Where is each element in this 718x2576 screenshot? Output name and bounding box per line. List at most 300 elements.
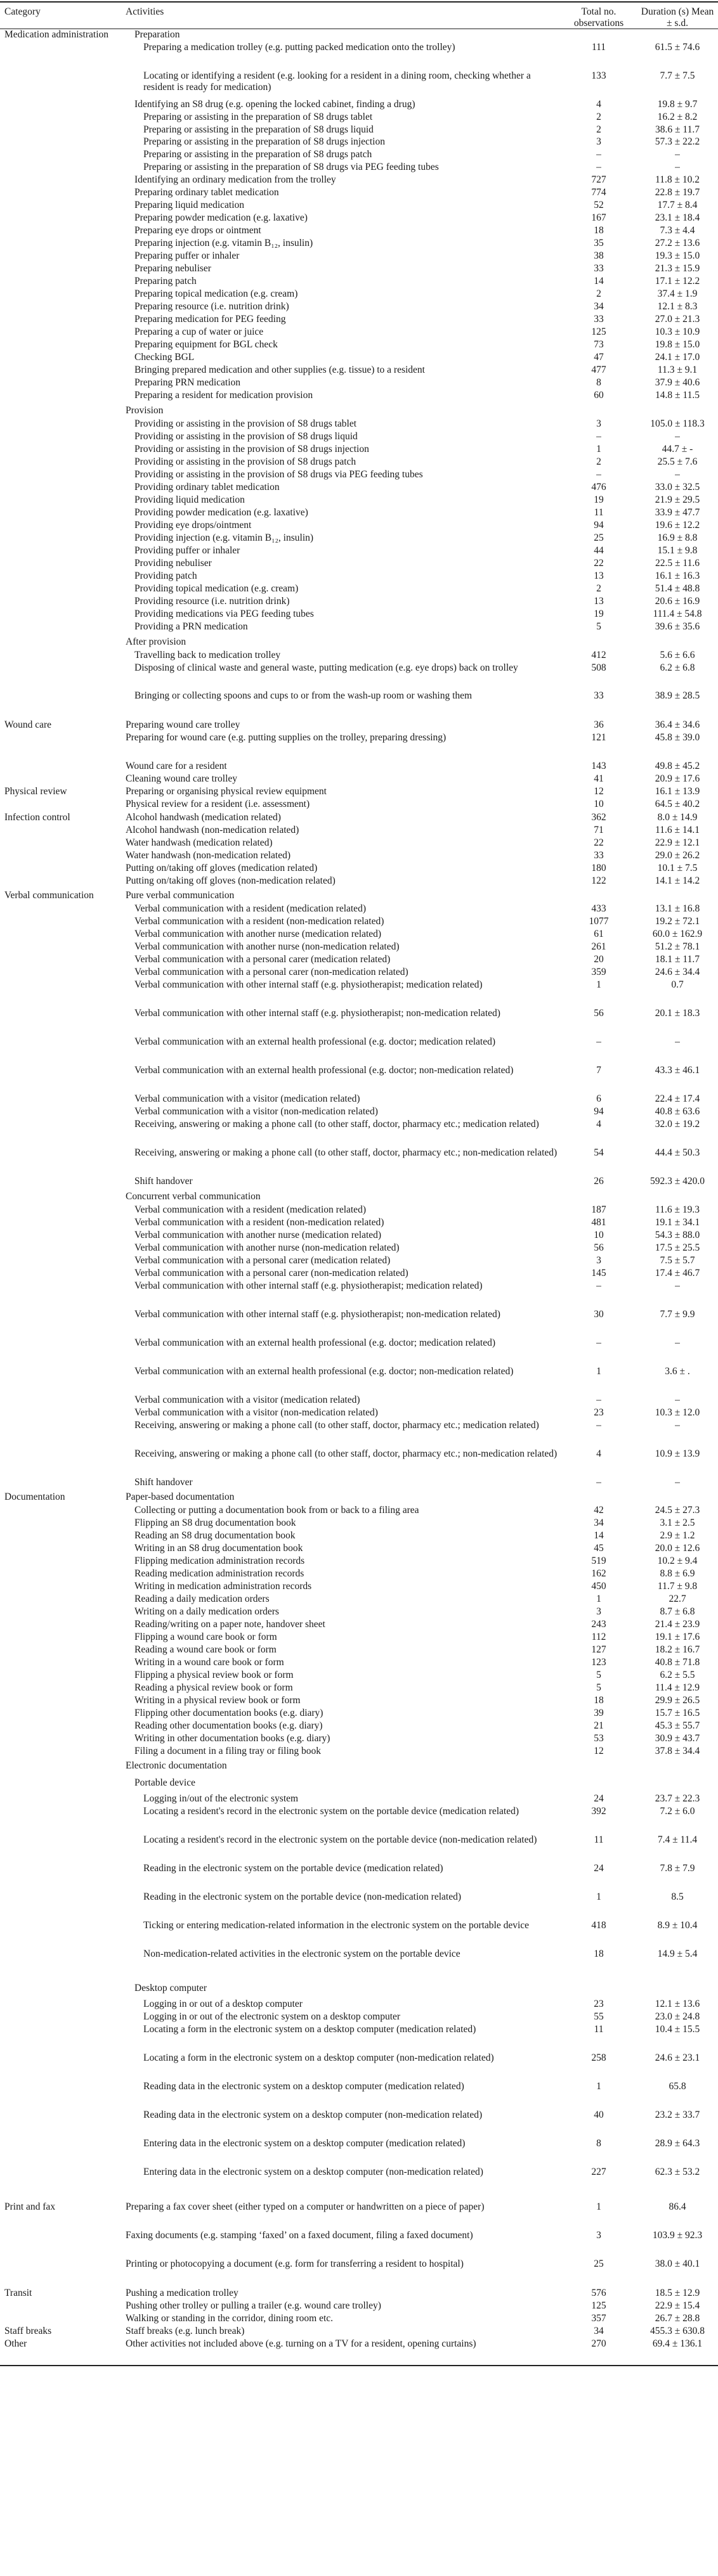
duration-value: – xyxy=(675,1337,680,1348)
activity-label: Shift handover xyxy=(134,1176,193,1187)
activity-label: Preparing a cup of water or juice xyxy=(134,326,264,337)
duration-value: 27.0 ± 21.3 xyxy=(655,314,700,325)
activity-label: Writing in an S8 drug documentation book xyxy=(134,1543,303,1554)
activity-label: Reading an S8 drug documentation book xyxy=(134,1530,296,1541)
activity-label: Preparing or organising physical review equipment xyxy=(126,786,327,797)
duration-value: 16.1 ± 13.9 xyxy=(655,786,700,797)
duration-value: 23.7 ± 22.3 xyxy=(655,1793,700,1804)
observation-count: 20 xyxy=(594,954,604,965)
activity-label: Wound care for a resident xyxy=(126,761,227,771)
duration-value: 22.8 ± 19.7 xyxy=(655,187,700,198)
duration-value: 23.1 ± 18.4 xyxy=(655,212,700,223)
activity-label: Travelling back to medication trolley xyxy=(134,650,281,660)
duration-value: 45.8 ± 39.0 xyxy=(655,732,700,743)
observation-count: 125 xyxy=(591,326,606,337)
duration-value: 20.9 ± 17.6 xyxy=(655,773,700,784)
category-label: Documentation xyxy=(4,1491,65,1502)
duration-value: 7.2 ± 6.0 xyxy=(660,1806,695,1817)
observation-count: 774 xyxy=(591,187,606,198)
duration-value: 19.1 ± 34.1 xyxy=(655,1217,700,1228)
activity-label: Flipping medication administration records xyxy=(134,1555,305,1566)
activity-label: Preparing medication for PEG feeding xyxy=(134,314,286,325)
observation-count: 1077 xyxy=(589,916,609,927)
observation-count: 270 xyxy=(591,2338,606,2349)
observation-count: 34 xyxy=(594,2326,604,2336)
category-label: Print and fax xyxy=(4,2201,56,2212)
activity-label: Verbal communication with other internal staff (e.g. physiotherapist; medication related) xyxy=(134,1280,483,1291)
observation-count: 55 xyxy=(594,2011,604,2022)
observation-count: 121 xyxy=(591,732,606,743)
activity-label: Faxing documents (e.g. stamping ‘faxed’ on a faxed document, filing a faxed document) xyxy=(126,2230,473,2241)
duration-value: 21.9 ± 29.5 xyxy=(655,494,700,505)
activity-label: Preparing ordinary tablet medication xyxy=(134,187,279,198)
duration-value: 10.3 ± 10.9 xyxy=(655,326,700,337)
activity-label: Preparing puffer or inhaler xyxy=(134,250,240,261)
observation-count: 112 xyxy=(591,1632,606,1642)
duration-value: 40.8 ± 63.6 xyxy=(655,1106,700,1117)
activity-label: Identifying an S8 drug (e.g. opening the locked cabinet, finding a drug) xyxy=(134,99,415,110)
duration-value: 19.6 ± 12.2 xyxy=(655,520,700,531)
duration-value: 17.4 ± 46.7 xyxy=(655,1268,700,1278)
duration-value: 16.1 ± 16.3 xyxy=(655,570,700,581)
section-heading: Paper-based documentation xyxy=(126,1491,235,1502)
activity-label: Verbal communication with another nurse (non-medication related) xyxy=(134,941,400,952)
activity-label: Flipping a wound care book or form xyxy=(134,1632,277,1642)
duration-value: 44.7 ± - xyxy=(662,444,693,454)
observation-count: 1 xyxy=(596,1891,601,1902)
observation-count: 122 xyxy=(591,875,606,886)
duration-value: 26.7 ± 28.8 xyxy=(655,2313,700,2324)
observation-count: 23 xyxy=(594,1407,604,1418)
duration-value: 14.1 ± 14.2 xyxy=(655,875,700,886)
duration-value: 10.3 ± 12.0 xyxy=(655,1407,700,1418)
activity-label: Providing powder medication (e.g. laxative) xyxy=(134,507,308,518)
observation-count: 94 xyxy=(594,520,604,531)
activity-label: Writing in a wound care book or form xyxy=(134,1657,284,1668)
observation-count: 12 xyxy=(594,786,604,797)
observation-count: 40 xyxy=(594,2109,604,2120)
activity-label: Reading/writing on a paper note, handover sheet xyxy=(134,1619,325,1630)
duration-value: 18.2 ± 16.7 xyxy=(655,1644,700,1655)
duration-value: 7.4 ± 11.4 xyxy=(657,1834,698,1845)
activity-label: Preparing PRN medication xyxy=(134,377,241,388)
header-category: Category xyxy=(4,6,41,17)
duration-value: 16.9 ± 8.8 xyxy=(657,532,698,543)
observation-count: 227 xyxy=(591,2167,606,2177)
activity-label: Preparing a medication trolley (e.g. putting packed medication onto the trolley) xyxy=(143,42,455,53)
activity-label: Verbal communication with a personal carer (non-medication related) xyxy=(134,967,408,977)
observation-count: – xyxy=(596,162,601,172)
duration-value: 10.9 ± 13.9 xyxy=(655,1448,700,1459)
category-label: Physical review xyxy=(4,786,67,797)
activity-label: Verbal communication with another nurse (non-medication related) xyxy=(134,1242,400,1253)
duration-value: 39.6 ± 35.6 xyxy=(655,621,700,632)
duration-value: – xyxy=(675,431,680,442)
activity-label: Verbal communication with a personal carer (medication related) xyxy=(134,954,391,965)
observation-count: – xyxy=(596,1280,601,1291)
observation-count: 34 xyxy=(594,1517,604,1528)
activity-label: Reading medication administration records xyxy=(134,1568,304,1579)
observation-count: 39 xyxy=(594,1708,604,1718)
activity-label: Providing medications via PEG feeding tubes xyxy=(134,609,314,619)
activity-label: Preparing injection (e.g. vitamin B₁₂, insulin) xyxy=(134,238,313,248)
observation-count: 61 xyxy=(594,929,604,939)
duration-value: 7.7 ± 9.9 xyxy=(660,1309,695,1320)
activity-label: Locating a resident's record in the electronic system on the portable device (medication related) xyxy=(143,1806,519,1817)
duration-value: 21.3 ± 15.9 xyxy=(655,263,700,274)
observation-count: 18 xyxy=(594,225,604,236)
observation-count: 1 xyxy=(596,979,601,990)
duration-value: 44.4 ± 50.3 xyxy=(655,1147,700,1158)
observation-count: – xyxy=(596,149,601,160)
activity-label: Writing on a daily medication orders xyxy=(134,1606,279,1617)
observation-count: 187 xyxy=(591,1204,606,1215)
observation-count: 1 xyxy=(596,444,601,454)
activity-label: Verbal communication with a resident (medication related) xyxy=(134,903,366,914)
duration-value: 7.3 ± 4.4 xyxy=(660,225,695,236)
duration-value: 19.3 ± 15.0 xyxy=(655,250,700,261)
duration-value: 0.7 xyxy=(671,979,684,990)
observation-count: 1 xyxy=(596,2201,601,2212)
duration-value: 22.4 ± 17.4 xyxy=(655,1093,700,1104)
observation-count: 450 xyxy=(591,1581,606,1592)
activity-label: Receiving, answering or making a phone call (to other staff, doctor, pharmacy etc.; non-medication related) xyxy=(134,1147,558,1158)
duration-value: – xyxy=(675,1477,680,1488)
duration-value: 27.2 ± 13.6 xyxy=(655,238,700,248)
activity-label: Preparing a fax cover sheet (either typed on a computer or handwritten on a piece of paper) xyxy=(126,2201,485,2212)
duration-value: 29.0 ± 26.2 xyxy=(655,850,700,861)
duration-value: 33.0 ± 32.5 xyxy=(655,482,700,493)
activity-label: Preparing wound care trolley xyxy=(126,719,240,730)
observation-count: 12 xyxy=(594,1746,604,1756)
duration-value: 10.4 ± 15.5 xyxy=(655,2024,700,2035)
category-label: Verbal communication xyxy=(4,890,94,901)
duration-value: 40.8 ± 71.8 xyxy=(655,1657,700,1668)
observation-count: – xyxy=(596,1420,601,1431)
observation-count: 10 xyxy=(594,1230,604,1240)
duration-value: 54.3 ± 88.0 xyxy=(655,1230,700,1240)
duration-value: 11.3 ± 9.1 xyxy=(657,364,698,375)
observation-count: 8 xyxy=(596,377,601,388)
observation-count: 143 xyxy=(591,761,606,771)
observation-count: 30 xyxy=(594,1309,604,1320)
activity-label: Walking or standing in the corridor, dining room etc. xyxy=(126,2313,334,2324)
activity-label: Providing or assisting in the provision of S8 drugs patch xyxy=(134,456,356,467)
duration-value: 5.6 ± 6.6 xyxy=(660,650,695,660)
duration-value: – xyxy=(675,1394,680,1405)
activity-label: Bringing prepared medication and other supplies (e.g. tissue) to a resident xyxy=(134,364,425,375)
duration-value: 23.0 ± 24.8 xyxy=(655,2011,700,2022)
observation-count: 54 xyxy=(594,1147,604,1158)
duration-value: 7.7 ± 7.5 xyxy=(660,70,695,81)
activity-label: Preparing or assisting in the preparation of S8 drugs injection xyxy=(143,136,385,147)
activity-label: Verbal communication with a visitor (medication related) xyxy=(134,1394,360,1405)
activity-label: Alcohol handwash (medication related) xyxy=(126,812,281,823)
observation-count: 13 xyxy=(594,570,604,581)
activity-label: Locating or identifying a resident (e.g. looking for a resident in a dining room, checking whether a resident is ready for medication) xyxy=(143,70,531,93)
duration-value: 11.6 ± 19.3 xyxy=(655,1204,700,1215)
activity-label: Alcohol handwash (non-medication related) xyxy=(126,825,299,835)
duration-value: 36.4 ± 34.6 xyxy=(655,719,700,730)
header-activities: Activities xyxy=(126,6,164,17)
duration-value: 17.7 ± 8.4 xyxy=(657,200,698,210)
observation-count: 476 xyxy=(591,482,606,493)
observation-count: 25 xyxy=(594,532,604,543)
activity-label: Verbal communication with an external health professional (e.g. doctor; non-medication related) xyxy=(134,1065,514,1076)
observation-count: 45 xyxy=(594,1543,604,1554)
duration-value: 11.7 ± 9.8 xyxy=(657,1581,698,1592)
activity-label: Preparing patch xyxy=(134,276,197,287)
activity-label: Verbal communication with a personal carer (medication related) xyxy=(134,1255,391,1266)
activity-label: Printing or photocopying a document (e.g. form for transferring a resident to hospital) xyxy=(126,2258,464,2269)
activity-label: Logging in or out of a desktop computer xyxy=(143,1999,303,2009)
duration-value: 18.5 ± 12.9 xyxy=(655,2288,700,2298)
duration-value: 3.6 ± . xyxy=(665,1366,690,1377)
observation-count: 359 xyxy=(591,967,606,977)
duration-value: 22.5 ± 11.6 xyxy=(655,558,700,569)
observation-count: – xyxy=(596,469,601,480)
duration-value: 19.1 ± 17.6 xyxy=(655,1632,700,1642)
duration-value: 455.3 ± 630.8 xyxy=(649,2326,705,2336)
activity-label: Receiving, answering or making a phone call (to other staff, doctor, pharmacy etc.; medication related) xyxy=(134,1420,539,1431)
duration-value: 23.2 ± 33.7 xyxy=(655,2109,700,2120)
activity-label: Reading a daily medication orders xyxy=(134,1594,270,1604)
observation-count: 727 xyxy=(591,174,606,185)
activity-label: Collecting or putting a documentation book from or back to a filing area xyxy=(134,1505,419,1516)
activity-label: Preparing or assisting in the preparation of S8 drugs liquid xyxy=(143,124,374,135)
activity-label: Disposing of clinical waste and general waste, putting medication (e.g. eye drops) back on trolley xyxy=(134,662,518,673)
duration-value: 8.8 ± 6.9 xyxy=(660,1568,695,1579)
observation-count: 47 xyxy=(594,352,604,363)
observation-count: 111 xyxy=(591,42,606,53)
duration-value: 37.4 ± 1.9 xyxy=(657,288,698,299)
duration-value: 13.1 ± 16.8 xyxy=(655,903,700,914)
activity-label: Preparing resource (i.e. nutrition drink) xyxy=(134,301,289,312)
duration-value: 6.2 ± 5.5 xyxy=(660,1670,695,1680)
observation-count: 2 xyxy=(596,456,601,467)
duration-value: 10.1 ± 7.5 xyxy=(657,863,698,873)
activity-label: Verbal communication with an external health professional (e.g. doctor; medication related) xyxy=(134,1036,495,1047)
activity-label: Providing or assisting in the provision of S8 drugs via PEG feeding tubes xyxy=(134,469,423,480)
observation-count: 18 xyxy=(594,1695,604,1706)
duration-value: 3.1 ± 2.5 xyxy=(660,1517,695,1528)
activity-label: Writing in medication administration records xyxy=(134,1581,312,1592)
activity-label: Cleaning wound care trolley xyxy=(126,773,238,784)
duration-value: 37.8 ± 34.4 xyxy=(655,1746,700,1756)
observation-count: 180 xyxy=(591,863,606,873)
observation-count: 42 xyxy=(594,1505,604,1516)
activity-label: Providing or assisting in the provision of S8 drugs liquid xyxy=(134,431,358,442)
observation-count: 4 xyxy=(596,1448,601,1459)
duration-value: 57.3 ± 22.2 xyxy=(655,136,700,147)
observation-count: – xyxy=(596,1036,601,1047)
observation-count: – xyxy=(596,1477,601,1488)
duration-value: 43.3 ± 46.1 xyxy=(655,1065,700,1076)
activity-label: Reading a wound care book or form xyxy=(134,1644,277,1655)
activity-label: Preparing topical medication (e.g. cream) xyxy=(134,288,298,299)
observation-count: 392 xyxy=(591,1806,606,1817)
header-total-observations: Total no. observations xyxy=(573,6,624,29)
activity-label: Logging in or out of the electronic system on a desktop computer xyxy=(143,2011,401,2022)
observation-count: 23 xyxy=(594,1999,604,2009)
activity-label: Water handwash (non-medication related) xyxy=(126,850,290,861)
observation-count: 123 xyxy=(591,1657,606,1668)
observation-count: 60 xyxy=(594,390,604,401)
section-heading: Provision xyxy=(126,405,164,416)
observation-count: 73 xyxy=(594,339,604,350)
duration-value: 21.4 ± 23.9 xyxy=(655,1619,700,1630)
duration-value: 51.2 ± 78.1 xyxy=(655,941,700,952)
activity-label: Preparing or assisting in the preparation of S8 drugs patch xyxy=(143,149,372,160)
observation-count: 167 xyxy=(591,212,606,223)
activity-label: Identifying an ordinary medication from the trolley xyxy=(134,174,336,185)
duration-value: 17.5 ± 25.5 xyxy=(655,1242,700,1253)
activity-label: Preparing liquid medication xyxy=(134,200,245,210)
duration-value: 6.2 ± 6.8 xyxy=(660,662,695,673)
activity-label: Other activities not included above (e.g. turning on a TV for a resident, opening curtains) xyxy=(126,2338,476,2349)
observation-count: 11 xyxy=(594,1834,604,1845)
duration-value: 8.0 ± 14.9 xyxy=(657,812,698,823)
category-label: Staff breaks xyxy=(4,2326,52,2336)
duration-value: 19.8 ± 9.7 xyxy=(657,99,698,110)
duration-value: 60.0 ± 162.9 xyxy=(652,929,703,939)
duration-value: – xyxy=(675,1036,680,1047)
observation-count: 21 xyxy=(594,1720,604,1731)
activity-label: Reading in the electronic system on the portable device (medication related) xyxy=(143,1863,443,1874)
observation-count: 52 xyxy=(594,200,604,210)
activity-label: Logging in/out of the electronic system xyxy=(143,1793,299,1804)
duration-value: 37.9 ± 40.6 xyxy=(655,377,700,388)
duration-value: 25.5 ± 7.6 xyxy=(657,456,698,467)
observation-count: 56 xyxy=(594,1008,604,1019)
activity-label: Preparing nebuliser xyxy=(134,263,211,274)
duration-value: 12.1 ± 13.6 xyxy=(655,1999,700,2009)
duration-value: 49.8 ± 45.2 xyxy=(655,761,700,771)
activity-label: Preparing for wound care (e.g. putting supplies on the trolley, preparing dressing) xyxy=(126,732,447,743)
duration-value: – xyxy=(675,149,680,160)
observation-count: 258 xyxy=(591,2052,606,2063)
activity-label: Bringing or collecting spoons and cups to or from the wash-up room or washing them xyxy=(134,690,473,701)
activity-label: Providing nebuliser xyxy=(134,558,212,569)
observation-count: 2 xyxy=(596,124,601,135)
duration-value: 8.7 ± 6.8 xyxy=(660,1606,695,1617)
duration-value: 11.4 ± 12.9 xyxy=(655,1682,700,1693)
observation-count: 6 xyxy=(596,1093,601,1104)
observation-count: – xyxy=(596,431,601,442)
observation-count: 162 xyxy=(591,1568,606,1579)
duration-value: 64.5 ± 40.2 xyxy=(655,799,700,809)
observation-count: 477 xyxy=(591,364,606,375)
activity-label: Preparing powder medication (e.g. laxative) xyxy=(134,212,308,223)
observation-count: 125 xyxy=(591,2300,606,2311)
observation-count: 22 xyxy=(594,837,604,848)
duration-value: 29.9 ± 26.5 xyxy=(655,1695,700,1706)
duration-value: 61.5 ± 74.6 xyxy=(655,42,700,53)
observation-count: 3 xyxy=(596,2230,601,2241)
observation-count: 481 xyxy=(591,1217,606,1228)
observation-count: – xyxy=(596,1394,601,1405)
duration-value: 30.9 ± 43.7 xyxy=(655,1733,700,1744)
observation-count: 1 xyxy=(596,1594,601,1604)
duration-value: 19.8 ± 15.0 xyxy=(655,339,700,350)
activity-label: Verbal communication with other internal staff (e.g. physiotherapist; non-medication related) xyxy=(134,1309,500,1320)
activity-label: Checking BGL xyxy=(134,352,195,363)
duration-value: 24.1 ± 17.0 xyxy=(655,352,700,363)
observation-count: 4 xyxy=(596,1119,601,1130)
duration-value: 7.8 ± 7.9 xyxy=(660,1863,695,1874)
observation-count: 11 xyxy=(594,2024,604,2035)
activity-label: Preparing or assisting in the preparation of S8 drugs tablet xyxy=(143,112,373,122)
activity-label: Writing in other documentation books (e.g. diary) xyxy=(134,1733,330,1744)
activity-label: Verbal communication with a visitor (medication related) xyxy=(134,1093,360,1104)
observation-count: 519 xyxy=(591,1555,606,1566)
activity-label: Water handwash (medication related) xyxy=(126,837,273,848)
observation-count: 35 xyxy=(594,238,604,248)
observation-count: 36 xyxy=(594,719,604,730)
activity-label: Pushing other trolley or pulling a trailer (e.g. wound care trolley) xyxy=(126,2300,381,2311)
observation-count: 14 xyxy=(594,1530,604,1541)
activity-label: Verbal communication with another nurse (medication related) xyxy=(134,929,382,939)
duration-value: 16.2 ± 8.2 xyxy=(657,112,698,122)
duration-value: 105.0 ± 118.3 xyxy=(650,418,705,429)
duration-value: 69.4 ± 136.1 xyxy=(652,2338,703,2349)
duration-value: 33.9 ± 47.7 xyxy=(655,507,700,518)
duration-value: 10.2 ± 9.4 xyxy=(657,1555,698,1566)
observation-count: 5 xyxy=(596,1670,601,1680)
duration-value: 8.9 ± 10.4 xyxy=(657,1920,698,1931)
duration-value: 20.0 ± 12.6 xyxy=(655,1543,700,1554)
duration-value: – xyxy=(675,469,680,480)
observation-count: 24 xyxy=(594,1793,604,1804)
activity-label: Providing or assisting in the provision of S8 drugs tablet xyxy=(134,418,357,429)
duration-value: 24.6 ± 23.1 xyxy=(655,2052,700,2063)
duration-value: 14.9 ± 5.4 xyxy=(657,1948,698,1959)
observation-count: 24 xyxy=(594,1863,604,1874)
observation-count: 1 xyxy=(596,1366,601,1377)
section-heading: Concurrent verbal communication xyxy=(126,1191,261,1202)
observation-count: 71 xyxy=(594,825,604,835)
activity-label: Flipping other documentation books (e.g. diary) xyxy=(134,1708,323,1718)
activity-label: Receiving, answering or making a phone call (to other staff, doctor, pharmacy etc.; non-medication related) xyxy=(134,1448,558,1459)
section-heading: Portable device xyxy=(134,1777,195,1788)
activity-label: Entering data in the electronic system on a desktop computer (non-medication related) xyxy=(143,2167,483,2177)
observation-count: 33 xyxy=(594,690,604,701)
section-heading: Desktop computer xyxy=(134,1983,207,1993)
duration-value: 12.1 ± 8.3 xyxy=(657,301,698,312)
observation-count: 3 xyxy=(596,1606,601,1617)
duration-value: 22.7 xyxy=(669,1594,686,1604)
category-label: Wound care xyxy=(4,719,52,730)
observation-count: 357 xyxy=(591,2313,606,2324)
activity-label: Providing ordinary tablet medication xyxy=(134,482,280,493)
duration-value: 18.1 ± 11.7 xyxy=(655,954,700,965)
activity-label: Ticking or entering medication-related information in the electronic system on the portable device xyxy=(143,1920,530,1931)
observation-count: 3 xyxy=(596,136,601,147)
observation-count: 38 xyxy=(594,250,604,261)
duration-value: 51.4 ± 48.8 xyxy=(655,583,700,594)
duration-value: 86.4 xyxy=(669,2201,686,2212)
duration-value: 22.9 ± 12.1 xyxy=(655,837,700,848)
observation-count: 127 xyxy=(591,1644,606,1655)
activity-label: Writing in a physical review book or form xyxy=(134,1695,301,1706)
duration-value: 19.2 ± 72.1 xyxy=(655,916,700,927)
observation-count: 3 xyxy=(596,418,601,429)
observation-count: 5 xyxy=(596,1682,601,1693)
observation-count: 418 xyxy=(591,1920,606,1931)
duration-value: 11.8 ± 10.2 xyxy=(655,174,700,185)
section-heading: Preparation xyxy=(134,29,180,40)
observation-count: 53 xyxy=(594,1733,604,1744)
